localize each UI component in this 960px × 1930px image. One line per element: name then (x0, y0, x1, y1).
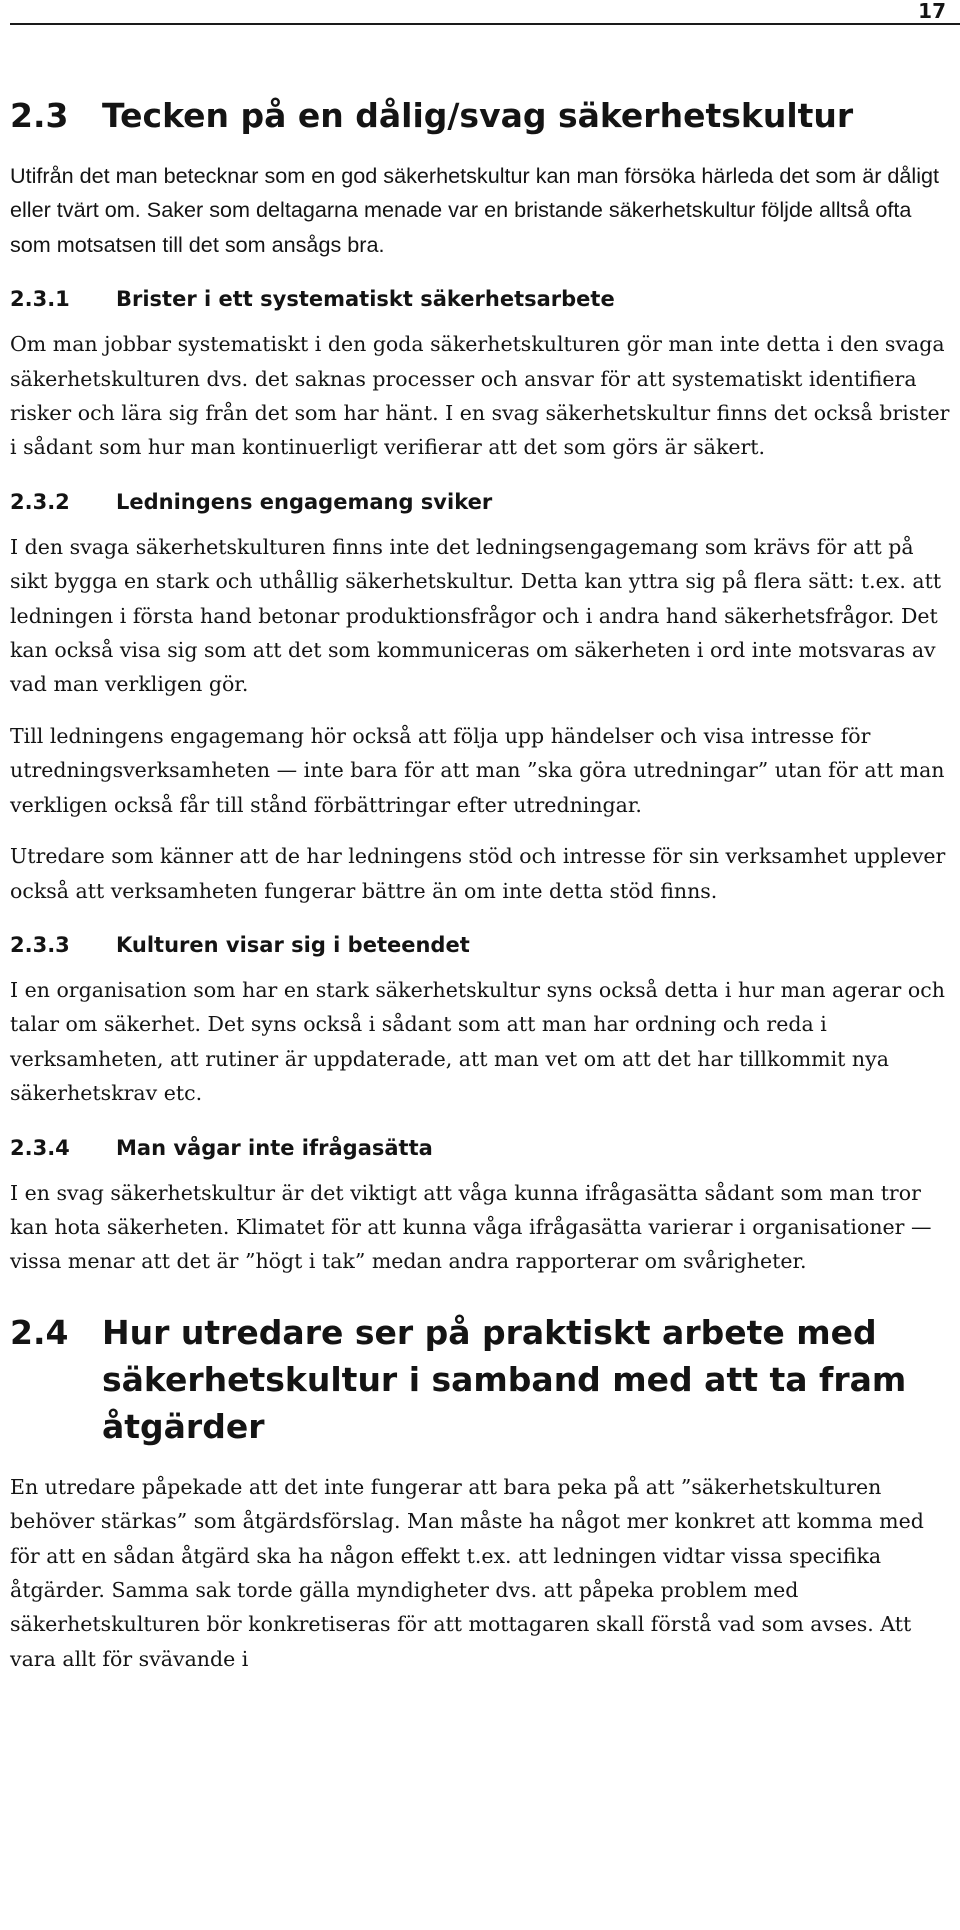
section-number: 2.3.3 (10, 932, 70, 957)
section-title: Brister i ett systematiskt säkerhetsarbete (116, 287, 615, 312)
section-2-3-2-paragraph-2: Till ledningens engagemang hör också att följa upp händelser och visa intresse för utredningsverksamheten — inte bara för att man ”ska göra utredningar” utan för att man verkligen också får till stånd förbättringar efter utredningar. (10, 723, 945, 817)
section-number: 2.3.1 (10, 287, 70, 312)
section-2-3-1-paragraph: Om man jobbar systematiskt i den goda säkerhetskulturen gör man inte detta i den svaga säkerhetskulturen dvs. det saknas processer och ansvar för att systematiskt identifiera risker och lära sig från det som har hänt. I en svag säkerhetskultur finns det också brister i sådant som hur man kontinuerligt verifierar att det som görs är säkert. (10, 332, 950, 460)
section-heading-2-4 (10, 1309, 956, 1450)
section-number: 2.3.4 (10, 1135, 70, 1160)
section-title: Tecken på en dålig/svag säkerhetskultur (102, 96, 854, 135)
section-title: Hur utredare ser på praktiskt arbete med säkerhetskultur i samband med att ta fram åtgärder (102, 1312, 907, 1446)
section-heading-2-3 (10, 92, 956, 139)
section-2-3-2-paragraph-3: Utredare som känner att de har ledningens stöd och intresse för sin verksamhet upplever också att verksamheten fungerar bättre än om inte detta stöd finns. (10, 844, 946, 903)
section-title: Kulturen visar sig i beteendet (116, 932, 470, 957)
page-content (10, 92, 956, 1676)
paragraph-gap (10, 822, 956, 839)
header-rule (10, 23, 960, 25)
section-2-4-paragraph: En utredare påpekade att det inte fungerar att bara peka på att ”säkerhetskulturen behöver stärkas” som åtgärdsförslag. Man måste ha något mer konkret att komma med för att en sådan åtgärd ska ha någon effekt t.ex. att ledningen vidtar vissa specifika åtgärder. Samma sak torde gälla myndigheter dvs. att påpeka problem med säkerhetskulturen bör konkretiseras för att mottagaren skall förstå vad som avses. Att vara allt för svävande i (10, 1474, 924, 1671)
section-number: 2.3 (10, 96, 69, 135)
section-heading-2-3-4 (10, 1133, 956, 1163)
section-heading-2-3-1 (10, 284, 956, 314)
paragraph-gap (10, 702, 956, 719)
section-2-3-3-paragraph: I en organisation som har en stark säkerhetskultur syns också detta i hur man agerar och talar om säkerhet. Det syns också i sådant som att man har ordning och reda i verksamheten, att rutiner är uppdaterade, att man vet om att det har tillkommit nya säkerhetskrav etc. (10, 977, 945, 1106)
section-2-3-intro: Utifrån det man betecknar som en god säkerhetskultur kan man försöka härleda det som är dåligt eller tvärt om. Saker som deltagarna menade var en bristande säkerhetskultur följde alltså ofta som motsatsen till det som ansågs bra. (10, 163, 940, 257)
section-heading-2-3-2 (10, 487, 956, 517)
page-number: 17 (918, 0, 946, 23)
section-2-3-4-paragraph: I en svag säkerhetskultur är det viktigt att våga kunna ifrågasätta sådant som man tror kan hota säkerheten. Klimatet för att kunna våga ifrågasätta varierar i organisationer — vissa menar att det är ”högt i tak” medan andra rapporterar om svårigheter. (10, 1180, 932, 1274)
section-number: 2.3.2 (10, 489, 70, 514)
section-number: 2.4 (10, 1312, 69, 1352)
section-title: Ledningens engagemang sviker (116, 489, 493, 514)
section-title: Man vågar inte ifrågasätta (116, 1135, 433, 1160)
section-heading-2-3-3 (10, 930, 956, 960)
section-2-3-2-paragraph-1: I den svaga säkerhetskulturen finns inte det ledningsengagemang som krävs för att på sikt bygga en stark och uthållig säkerhetskultur. Detta kan yttra sig på flera sätt: t.ex. att ledningen i första hand betonar produktionsfrågor och i andra hand säkerhetsfrågor. Det kan också visa sig som att det som kommuniceras om säkerheten i ord inte motsvaras av vad man verkligen gör. (10, 534, 942, 697)
